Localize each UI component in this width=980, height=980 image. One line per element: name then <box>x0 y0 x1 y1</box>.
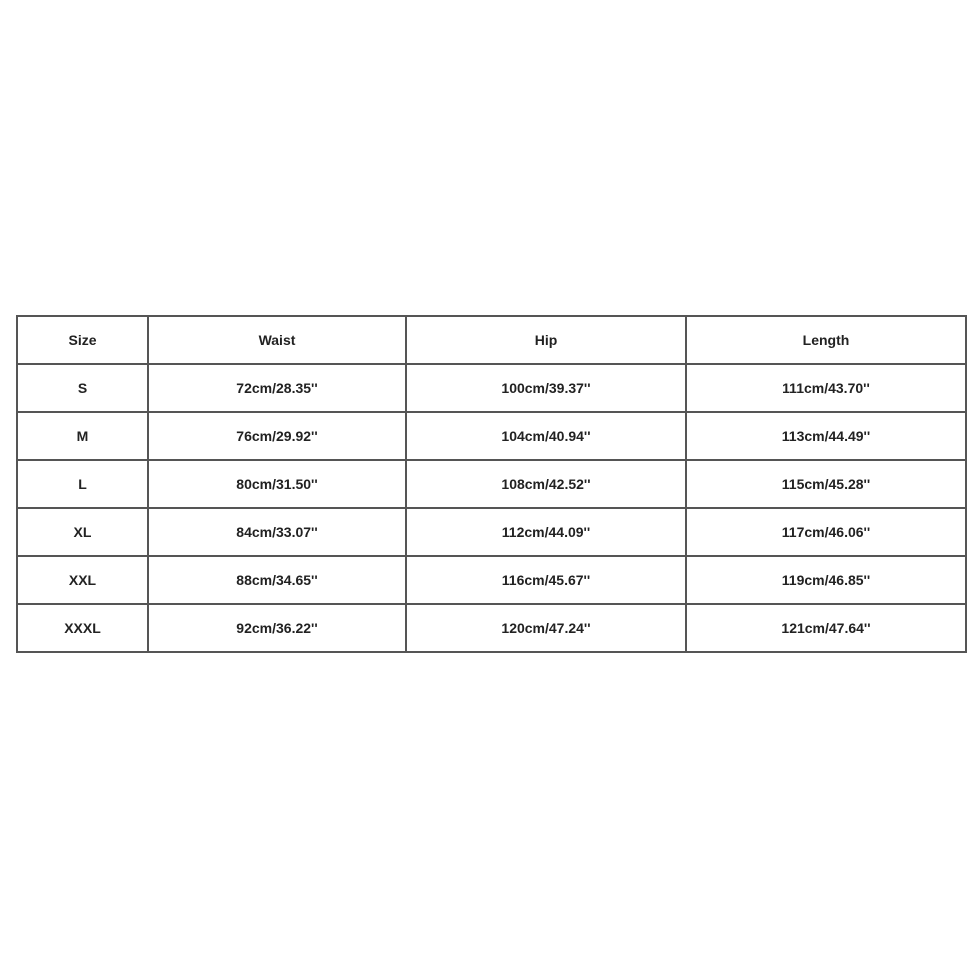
cell-waist: 88cm/34.65'' <box>148 556 406 604</box>
cell-hip: 108cm/42.52'' <box>406 460 686 508</box>
cell-size: XL <box>17 508 148 556</box>
cell-hip: 100cm/39.37'' <box>406 364 686 412</box>
cell-hip: 112cm/44.09'' <box>406 508 686 556</box>
cell-size: M <box>17 412 148 460</box>
cell-size: L <box>17 460 148 508</box>
table-row <box>17 412 966 460</box>
cell-hip: 116cm/45.67'' <box>406 556 686 604</box>
cell-size: XXL <box>17 556 148 604</box>
cell-length: 121cm/47.64'' <box>686 604 966 652</box>
cell-length: 111cm/43.70'' <box>686 364 966 412</box>
table-row <box>17 460 966 508</box>
table-header-row <box>17 316 966 364</box>
table-row <box>17 556 966 604</box>
cell-waist: 76cm/29.92'' <box>148 412 406 460</box>
cell-waist: 92cm/36.22'' <box>148 604 406 652</box>
header-hip: Hip <box>406 316 686 364</box>
cell-waist: 84cm/33.07'' <box>148 508 406 556</box>
cell-length: 117cm/46.06'' <box>686 508 966 556</box>
cell-size: XXXL <box>17 604 148 652</box>
cell-size: S <box>17 364 148 412</box>
table-row <box>17 364 966 412</box>
cell-length: 113cm/44.49'' <box>686 412 966 460</box>
cell-waist: 72cm/28.35'' <box>148 364 406 412</box>
cell-length: 115cm/45.28'' <box>686 460 966 508</box>
table-row <box>17 508 966 556</box>
cell-length: 119cm/46.85'' <box>686 556 966 604</box>
header-size: Size <box>17 316 148 364</box>
table-row <box>17 604 966 652</box>
header-length: Length <box>686 316 966 364</box>
cell-waist: 80cm/31.50'' <box>148 460 406 508</box>
cell-hip: 104cm/40.94'' <box>406 412 686 460</box>
header-waist: Waist <box>148 316 406 364</box>
size-chart-table <box>16 315 967 653</box>
cell-hip: 120cm/47.24'' <box>406 604 686 652</box>
